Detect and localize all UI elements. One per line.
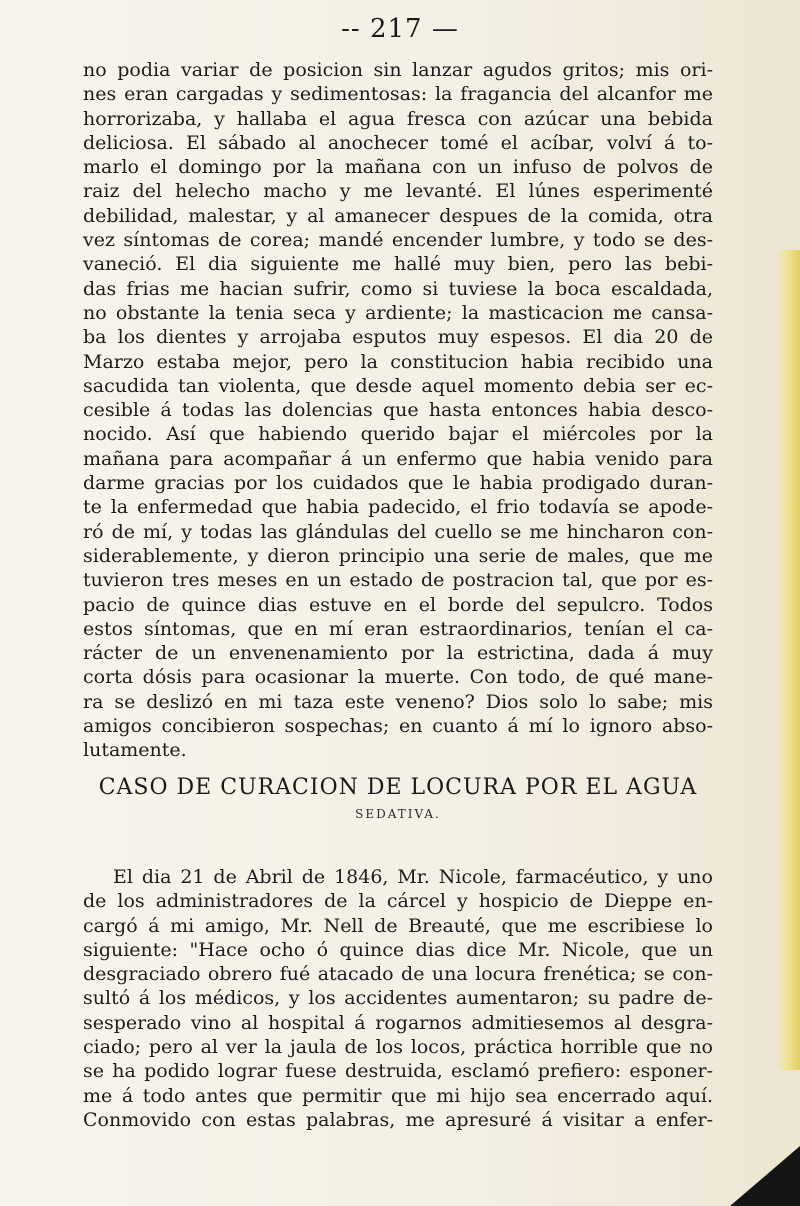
text-line: no podia variar de posicion sin lanzar agudos gritos; mis ori- — [83, 59, 713, 81]
text-line: pacio de quince dias estuve en el borde del sepulcro. Todos — [83, 593, 713, 616]
text-line: de los administradores de la cárcel y hospicio de Dieppe en- — [83, 890, 713, 913]
text-line: amigos concibieron sospechas; en cuanto á mí lo ignoro abso- — [83, 715, 713, 738]
section-subheading: SEDATIVA. — [355, 807, 441, 821]
text-line: vaneció. El dia siguiente me hallé muy bien, pero las bebi- — [83, 253, 713, 276]
text-line: no obstante la tenia seca y ardiente; la masticacion me cansa- — [83, 301, 713, 324]
text-line: Marzo estaba mejor, pero la constitucion habia recibido una — [83, 350, 713, 373]
text-line: darme gracias por los cuidados que le habia prodigado duran- — [83, 472, 713, 495]
text-line: lutamente. — [83, 739, 187, 762]
text-line: vez síntomas de corea; mandé encender lumbre, y todo se des- — [83, 229, 713, 252]
text-line: sesperado vino al hospital á rogarnos admitiesemos al desgra- — [83, 1011, 713, 1034]
text-line: mañana para acompañar á un enfermo que habia venido para — [83, 447, 713, 470]
page-edge-shadow — [776, 250, 800, 1070]
text-line: cesible á todas las dolencias que hasta entonces habia desco- — [83, 399, 713, 422]
text-line: nes eran cargadas y sedimentosas: la fragancia del alcanfor me — [83, 83, 713, 106]
text-line: me á todo antes que permitir que mi hijo sea encerrado aquí. — [83, 1084, 713, 1107]
text-line: se ha podido lograr fuese destruida, esclamó prefiero: esponer- — [83, 1060, 713, 1083]
section-heading: CASO DE CURACION DE LOCURA POR EL AGUA — [98, 775, 698, 800]
text-line: El dia 21 de Abril de 1846, Mr. Nicole, farmacéutico, y uno — [113, 866, 713, 888]
text-line: corta dósis para ocasionar la muerte. Con todo, de qué mane- — [83, 666, 713, 689]
text-line: nocido. Así que habiendo querido bajar el miércoles por la — [83, 423, 713, 446]
text-line: ba los dientes y arrojaba esputos muy espesos. El dia 20 de — [83, 326, 713, 349]
text-line: horrorizaba, y hallaba el agua fresca con azúcar una bebida — [83, 107, 713, 130]
text-line: deliciosa. El sábado al anochecer tomé el acíbar, volví á to- — [83, 131, 713, 154]
text-line: Conmovido con estas palabras, me apresuré á visitar a enfer- — [83, 1108, 713, 1131]
text-line: rácter de un envenenamiento por la estrictina, dada á muy — [83, 642, 713, 665]
text-line: desgraciado obrero fué atacado de una locura frenética; se con- — [83, 963, 713, 986]
text-line: te la enfermedad que habia padecido, el frio todavía se apode- — [83, 496, 713, 519]
text-line: cargó á mi amigo, Mr. Nell de Breauté, que me escribiese lo — [83, 914, 713, 937]
paragraph-2 — [83, 865, 713, 1132]
page-number: -- 217 — — [341, 14, 459, 44]
text-line: sultó á los médicos, y los accidentes aumentaron; su padre de- — [83, 987, 713, 1010]
text-line: ciado; pero al ver la jaula de los locos, práctica horrible que no — [83, 1036, 713, 1059]
text-line: siderablemente, y dieron principio una serie de males, que me — [83, 544, 713, 567]
text-line: raiz del helecho macho y me levanté. El lúnes esperimenté — [83, 180, 713, 203]
text-line: estos síntomas, que en mí eran estraordinarios, tenían el ca- — [83, 617, 713, 640]
text-line: siguiente: "Hace ocho ó quince dias dice Mr. Nicole, que un — [83, 938, 713, 961]
text-line: ró de mí, y todas las glándulas del cuello se me hincharon con- — [83, 520, 713, 543]
paragraph-1 — [83, 58, 713, 763]
text-line: marlo el domingo por la mañana con un infuso de polvos de — [83, 156, 713, 179]
text-line: debilidad, malestar, y al amanecer despues de la comida, otra — [83, 204, 713, 227]
text-line: tuvieron tres meses en un estado de postracion tal, que por es- — [83, 569, 713, 592]
text-line: das frias me hacian sufrir, como si tuviese la boca escaldada, — [83, 277, 713, 300]
text-line: ra se deslizó en mi taza este veneno? Dios solo lo sabe; mis — [83, 690, 713, 713]
page-corner — [730, 1146, 800, 1206]
text-line: sacudida tan violenta, que desde aquel momento debia ser ec- — [83, 374, 713, 397]
